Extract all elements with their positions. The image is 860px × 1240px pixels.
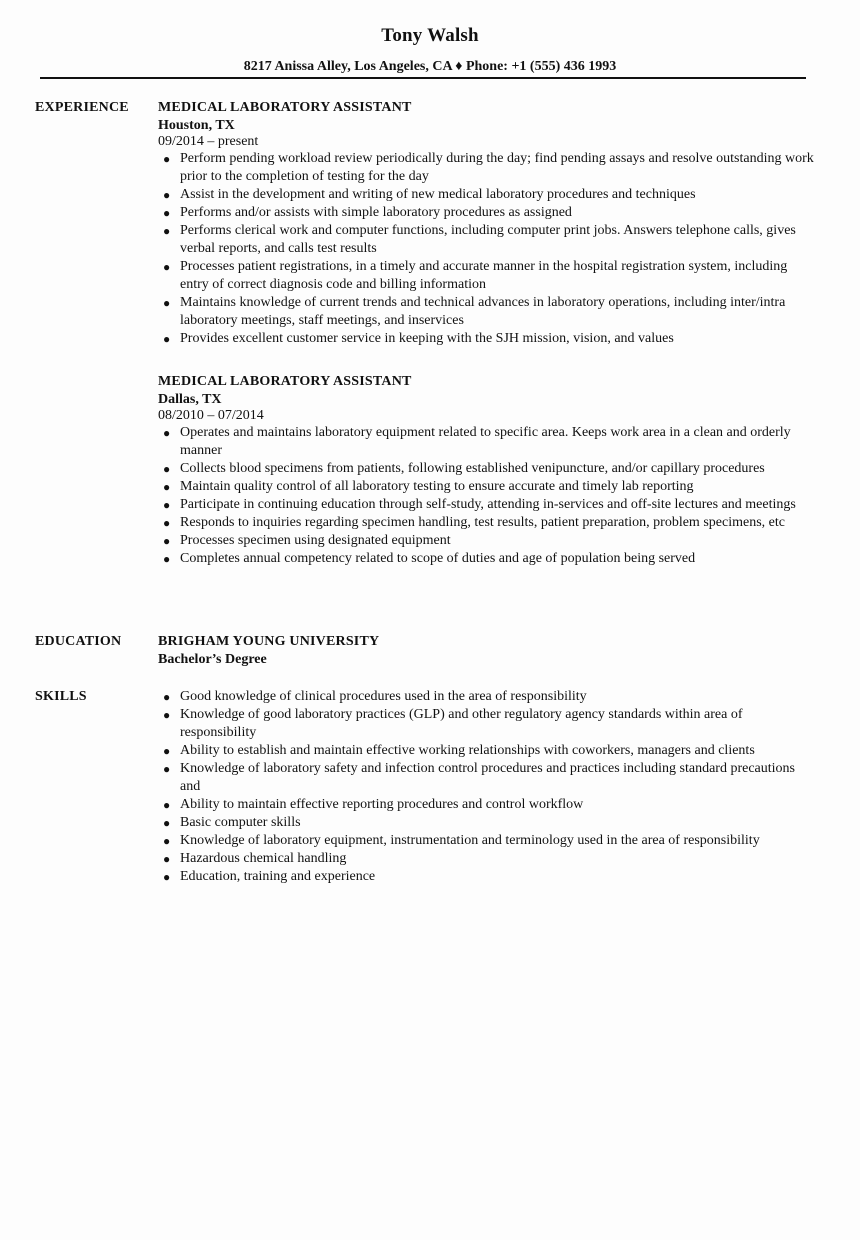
resume-header bbox=[0, 24, 860, 76]
bullet-icon: ● bbox=[163, 798, 171, 812]
bullet-icon: ● bbox=[163, 426, 171, 440]
bullet-icon: ● bbox=[163, 552, 171, 566]
bullet-icon: ● bbox=[163, 516, 171, 530]
experience-body bbox=[158, 99, 818, 568]
job-entry bbox=[158, 99, 818, 348]
job-dates: 09/2014 – present bbox=[158, 134, 259, 149]
list-item: ● Processes specimen using designated equipment bbox=[163, 533, 451, 548]
bullet-icon: ● bbox=[163, 462, 171, 476]
job-location: Dallas, TX bbox=[158, 392, 222, 407]
bullet-icon: ● bbox=[163, 296, 171, 310]
list-item: ● Responds to inquiries regarding specimen handling, test results, patient preparation, problem specimens, etc bbox=[163, 515, 785, 530]
contact-line: 8217 Anissa Alley, Los Angeles, CA ♦ Phone: +1 (555) 436 1993 bbox=[243, 59, 617, 74]
job-dates: 08/2010 – 07/2014 bbox=[158, 408, 264, 423]
header-divider bbox=[40, 77, 806, 79]
bullet-icon: ● bbox=[163, 152, 171, 166]
list-item: ● Education, training and experience bbox=[163, 869, 376, 884]
list-item: ● Collects blood specimens from patients, following established venipuncture, and/or capillary procedures bbox=[163, 461, 765, 476]
list-item: ● Participate in continuing education through self-study, attending in-services and off-site lectures and meetings bbox=[163, 497, 796, 512]
job-location: Houston, TX bbox=[158, 118, 235, 133]
bullet-icon: ● bbox=[163, 480, 171, 494]
candidate-name: Tony Walsh bbox=[381, 25, 479, 46]
job-title: MEDICAL LABORATORY ASSISTANT bbox=[158, 100, 412, 115]
bullet-icon: ● bbox=[163, 744, 171, 758]
list-item: ● Perform pending workload review periodically during the day; find pending assays and resolve outstanding work prior to the completion of testing for the day bbox=[163, 151, 814, 184]
skills-body bbox=[158, 688, 818, 886]
bullet-icon: ● bbox=[163, 690, 171, 704]
list-item: ● Hazardous chemical handling bbox=[163, 851, 347, 866]
skills-list bbox=[158, 688, 818, 886]
bullet-icon: ● bbox=[163, 534, 171, 548]
bullet-icon: ● bbox=[163, 260, 171, 274]
bullet-icon: ● bbox=[163, 206, 171, 220]
bullet-icon: ● bbox=[163, 708, 171, 722]
list-item: ● Maintain quality control of all laboratory testing to ensure accurate and timely lab reporting bbox=[163, 479, 694, 494]
bullet-icon: ● bbox=[163, 188, 171, 202]
skills-heading: SKILLS bbox=[35, 689, 87, 704]
list-item: ● Completes annual competency related to scope of duties and age of population being served bbox=[163, 551, 696, 566]
list-item: ● Processes patient registrations, in a timely and accurate manner in the hospital registration system, including entry of correct diagnosis code and billing information bbox=[163, 259, 788, 292]
bullet-icon: ● bbox=[163, 834, 171, 848]
bullet-icon: ● bbox=[163, 816, 171, 830]
list-item: ● Knowledge of laboratory safety and infection control procedures and practices including standard precautions and bbox=[163, 761, 796, 794]
bullet-icon: ● bbox=[163, 498, 171, 512]
list-item: ● Basic computer skills bbox=[163, 815, 301, 830]
list-item: ● Assist in the development and writing of new medical laboratory procedures and techniques bbox=[163, 187, 696, 202]
list-item: ● Ability to establish and maintain effective working relationships with coworkers, managers and clients bbox=[163, 743, 755, 758]
list-item: ● Operates and maintains laboratory equipment related to specific area. Keeps work area in a clean and orderly manner bbox=[163, 425, 791, 458]
bullet-icon: ● bbox=[163, 332, 171, 346]
list-item: ● Ability to maintain effective reporting procedures and control workflow bbox=[163, 797, 584, 812]
bullet-icon: ● bbox=[163, 852, 171, 866]
list-item: ● Good knowledge of clinical procedures used in the area of responsibility bbox=[163, 689, 587, 704]
school-name: BRIGHAM YOUNG UNIVERSITY bbox=[158, 634, 380, 649]
education-heading: EDUCATION bbox=[35, 634, 122, 649]
list-item: ● Knowledge of laboratory equipment, instrumentation and terminology used in the area of responsibility bbox=[163, 833, 760, 848]
degree-name: Bachelor’s Degree bbox=[158, 652, 267, 667]
list-item: ● Provides excellent customer service in keeping with the SJH mission, vision, and values bbox=[163, 331, 674, 346]
list-item: ● Maintains knowledge of current trends and technical advances in laboratory operations, including inter/intra laboratory meetings, staff meetings, and inservices bbox=[163, 295, 786, 328]
job-entry bbox=[158, 373, 818, 568]
bullet-icon: ● bbox=[163, 762, 171, 776]
job-title: MEDICAL LABORATORY ASSISTANT bbox=[158, 374, 412, 389]
list-item: ● Performs and/or assists with simple laboratory procedures as assigned bbox=[163, 205, 572, 220]
job-duties-list bbox=[158, 424, 818, 568]
education-body bbox=[158, 633, 818, 669]
job-duties-list bbox=[158, 150, 818, 348]
experience-heading: EXPERIENCE bbox=[35, 100, 129, 115]
list-item: ● Performs clerical work and computer functions, including computer print jobs. Answers telephone calls, gives verbal reports, and calls test results bbox=[163, 223, 796, 256]
bullet-icon: ● bbox=[163, 870, 171, 884]
list-item: ● Knowledge of good laboratory practices (GLP) and other regulatory agency standards within area of responsibility bbox=[163, 707, 743, 740]
bullet-icon: ● bbox=[163, 224, 171, 238]
